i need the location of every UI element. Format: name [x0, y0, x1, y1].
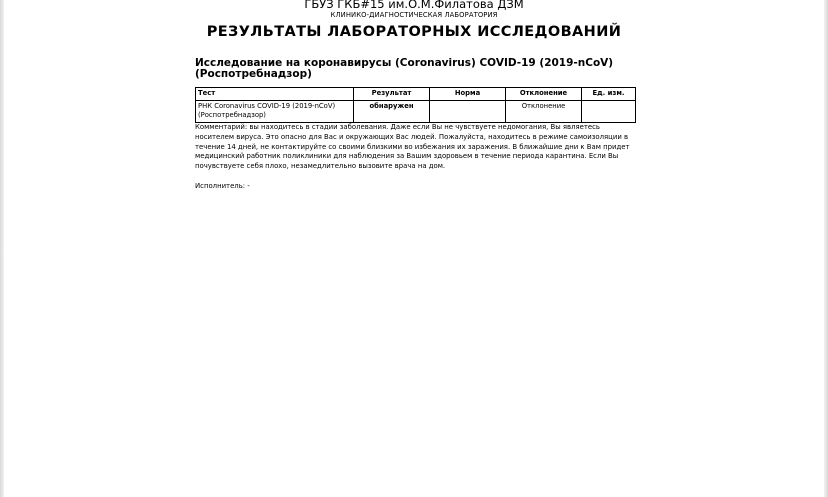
cell-deviation: Отклонение — [506, 100, 582, 122]
column-header-norm: Норма — [430, 88, 506, 101]
results-table — [195, 87, 636, 123]
table-row — [196, 100, 636, 122]
executor-text: Исполнитель: - — [195, 182, 250, 190]
comment-text: Комментарий: вы находитесь в стадии заболевания. Даже если Вы не чувствуете недомогания, Вы являетесь носителем вируса. Это опасно для Вас и окружающих Вас людей. Пожалуйста, находитесь в режиме самоизоляции в течение 14 дней, не контактируйте со своими близкими во избежания их заражения. В ближайшие дни к Вам придет медицинский работник поликлиники для наблюдения за Вашим здоровьем в течение периода карантина. Если Вы почувствуете себя плохо, незамедлительно вызовите врача на дом. — [195, 123, 630, 171]
page-title: РЕЗУЛЬТАТЫ ЛАБОРАТОРНЫХ ИССЛЕДОВАНИЙ — [206, 24, 622, 40]
cell-unit — [582, 100, 636, 122]
cell-norm — [430, 100, 506, 122]
section-title: Исследование на коронавирусы (Coronavirus) COVID-19 (2019-nCoV) (Роспотребнадзор) — [195, 57, 614, 80]
organization-name: ГБУЗ ГКБ#15 им.О.М.Филатова ДЗМ — [304, 0, 524, 11]
column-header-test: Тест — [196, 88, 354, 101]
table-header-row — [196, 88, 636, 101]
page-edge-left — [0, 0, 4, 497]
column-header-result: Результат — [354, 88, 430, 101]
column-header-deviation: Отклонение — [506, 88, 582, 101]
column-header-unit: Ед. изм. — [582, 88, 636, 101]
cell-result: обнаружен — [354, 100, 430, 122]
page-edge-right — [824, 0, 828, 497]
cell-test: РНК Coronavirus COVID-19 (2019-nCoV) (Роспотребнадзор) — [196, 100, 354, 122]
laboratory-name: КЛИНИКО-ДИАГНОСТИЧЕСКАЯ ЛАБОРАТОРИЯ — [330, 11, 498, 19]
